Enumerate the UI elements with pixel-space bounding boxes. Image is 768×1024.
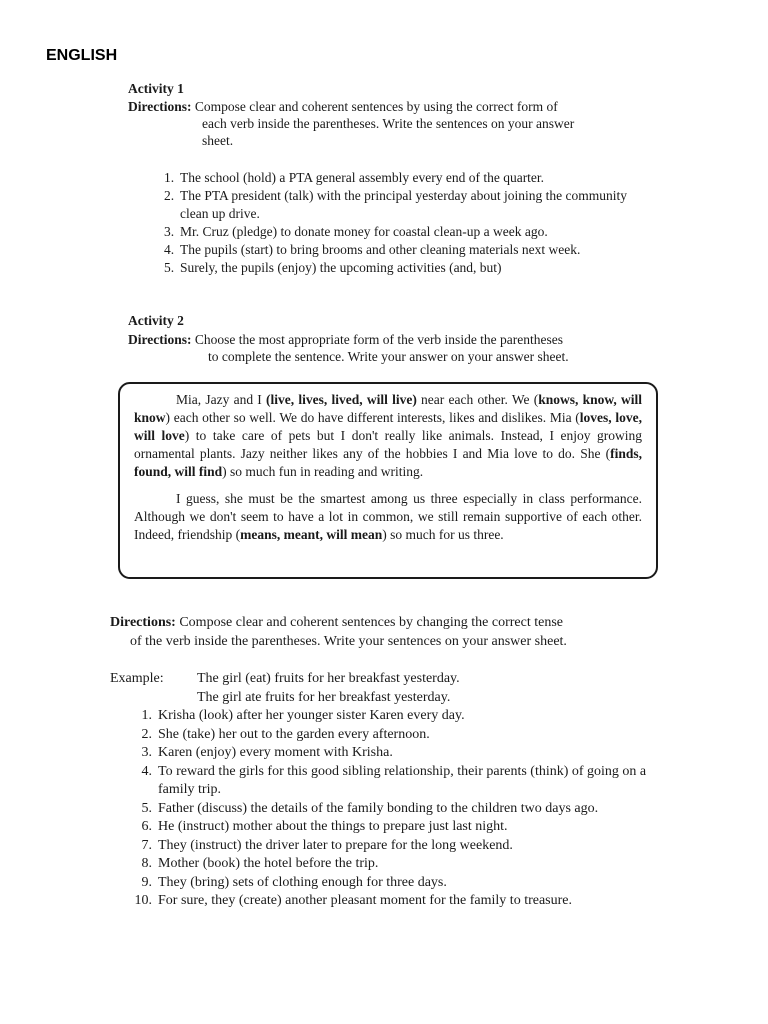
item-number: 4. — [141, 763, 152, 779]
item-text: Mother (book) the hotel before the trip. — [158, 856, 379, 871]
activity2-directions-label: Directions: — [128, 332, 192, 347]
list-item — [130, 763, 650, 800]
activity2-title: Activity 2 — [128, 313, 184, 328]
list-item — [164, 259, 634, 277]
item-number: 6. — [141, 819, 152, 834]
passage-text: I guess, she must be the smartest among us three especially in class performance. Although we don't seem to have a lot in common, we still remain supportive of each other. Indeed, friendship ( — [134, 491, 642, 542]
item-number: 10. — [134, 893, 152, 908]
list-item — [164, 187, 634, 223]
item-text: They (bring) sets of clothing enough for three days. — [158, 874, 447, 890]
item-number: 2. — [164, 188, 175, 203]
item-number: 5. — [141, 800, 152, 816]
item-number: 3. — [164, 224, 175, 239]
activity1-list — [164, 169, 634, 277]
item-number: 3. — [141, 745, 152, 760]
passage-text: Mia, Jazy and I — [176, 392, 267, 407]
item-text: They (instruct) the driver later to prepare for the long weekend. — [158, 837, 513, 853]
item-text: For sure, they (create) another pleasant moment for the family to treasure. — [158, 893, 573, 908]
item-text: Karen (enjoy) every moment with Krisha. — [158, 745, 393, 760]
list-item — [130, 726, 650, 745]
item-text: The school (hold) a PTA general assembly every end of the quarter. — [180, 170, 545, 185]
passage-text: ) each other so well. We do have different interests, likes and dislikes. Mia ( — [165, 410, 580, 425]
item-number: 9. — [141, 874, 152, 890]
example-label: Example: — [110, 671, 164, 686]
passage-text: near each other. We ( — [416, 392, 539, 407]
list-item — [130, 874, 650, 893]
item-text: She (take) her out to the garden every afternoon. — [158, 726, 430, 742]
list-item — [130, 818, 650, 837]
list-item — [130, 707, 650, 726]
item-number: 8. — [141, 856, 152, 871]
item-text: The PTA president (talk) with the principal yesterday about joining the community clean up drive. — [180, 188, 627, 221]
item-text: To reward the girls for this good sibling relationship, their parents (think) of going on a family trip. — [158, 763, 647, 797]
activity3-directions — [110, 613, 650, 651]
activity3-directions-line1: Compose clear and coherent sentences by changing the correct tense — [179, 615, 564, 630]
verb-choices: finds, found, will find — [134, 446, 642, 479]
list-item — [130, 892, 650, 911]
list-item — [130, 800, 650, 819]
passage-text: ) to take care of pets but I don't really like animals. Instead, I enjoy growing ornamental plants. Jazy neither likes any of the hobbies I and Mia love to do. She ( — [134, 428, 642, 461]
item-number: 1. — [141, 708, 152, 723]
list-item — [130, 744, 650, 763]
item-text: Mr. Cruz (pledge) to donate money for coastal clean-up a week ago. — [180, 224, 548, 239]
list-item — [164, 223, 634, 241]
item-number: 4. — [164, 242, 175, 257]
activity1-title: Activity 1 — [128, 81, 184, 96]
verb-choices: (live, lives, lived, will live) — [266, 392, 417, 407]
verb-choices: knows, know, will know — [134, 392, 642, 425]
passage-text: ) so much for us three. — [382, 527, 504, 542]
passage-box — [118, 382, 658, 579]
activity2-directions-line2: to complete the sentence. Write your answer on your answer sheet. — [208, 349, 569, 364]
item-number: 1. — [164, 170, 175, 185]
item-text: Father (discuss) the details of the family bonding to the children two days ago. — [158, 800, 599, 816]
item-text: He (instruct) mother about the things to prepare just last night. — [158, 819, 508, 834]
passage-paragraph-2 — [134, 490, 642, 544]
list-item — [164, 169, 634, 187]
activity1-directions-label: Directions: — [128, 99, 192, 114]
activity3-directions-label: Directions: — [110, 615, 176, 630]
passage-paragraph-1 — [134, 391, 642, 481]
item-number: 5. — [164, 260, 175, 275]
activity2-directions-line1: Choose the most appropriate form of the verb inside the parentheses — [194, 332, 564, 347]
list-item — [130, 837, 650, 856]
activity1-directions — [128, 98, 648, 149]
example-answer: The girl ate fruits for her breakfast yesterday. — [197, 690, 451, 705]
activity1-directions-line3: sheet. — [202, 133, 234, 148]
passage-text: ) so much fun in reading and writing. — [222, 464, 424, 479]
activity1-directions-line2: each verb inside the parentheses. Write the sentences on your answer — [202, 116, 575, 131]
item-text: Surely, the pupils (enjoy) the upcoming activities (and, but) — [180, 260, 502, 275]
item-number: 7. — [141, 837, 152, 853]
item-text: The pupils (start) to bring brooms and other cleaning materials next week. — [180, 242, 581, 257]
activity3-directions-line2: of the verb inside the parentheses. Write your sentences on your answer sheet. — [130, 634, 567, 649]
verb-choices: loves, love, will love — [134, 410, 642, 443]
activity3-list — [130, 707, 650, 911]
example-block — [110, 669, 460, 707]
item-number: 2. — [141, 726, 152, 742]
activity1-directions-line1: Compose clear and coherent sentences by using the correct form of — [194, 99, 558, 114]
list-item — [130, 855, 650, 874]
item-text: Krisha (look) after her younger sister Karen every day. — [158, 708, 465, 723]
verb-choices: means, meant, will mean — [240, 527, 383, 542]
page-heading: ENGLISH — [46, 47, 118, 64]
example-question: The girl (eat) fruits for her breakfast yesterday. — [197, 671, 460, 686]
list-item — [164, 241, 634, 259]
activity2-directions — [128, 331, 648, 365]
